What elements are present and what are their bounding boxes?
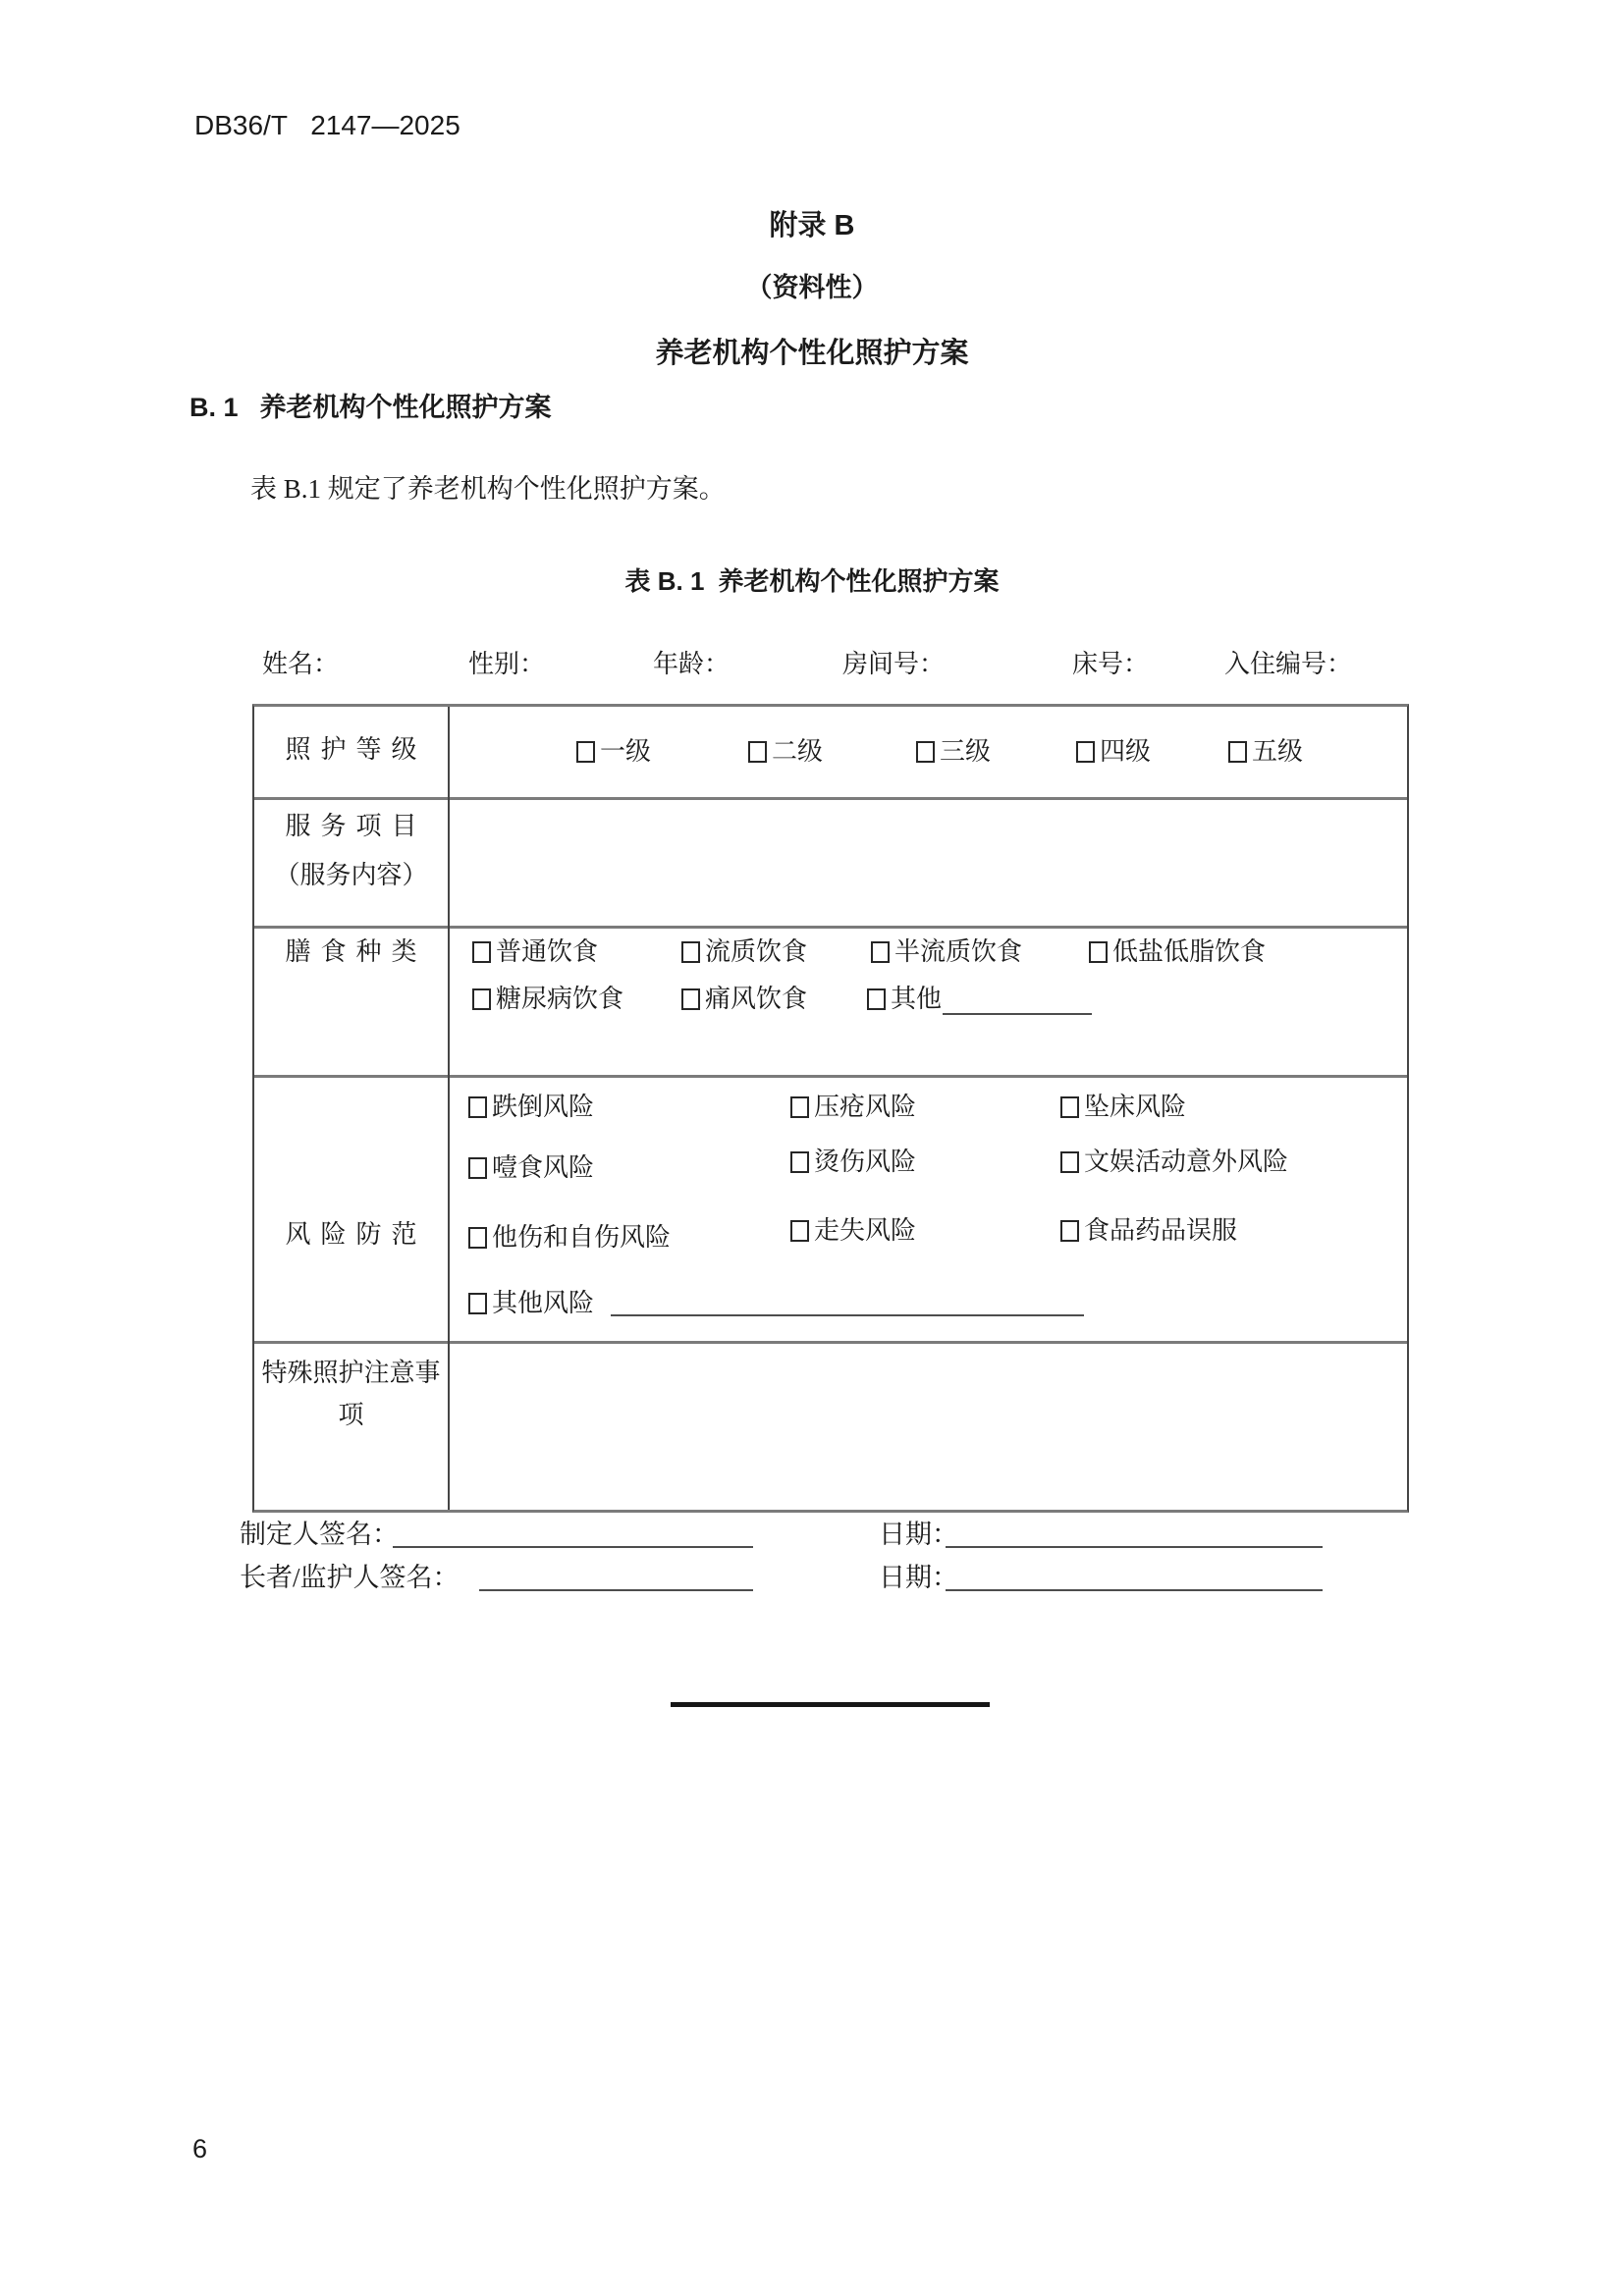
field-room-label: 房间号： [842, 650, 946, 678]
checkbox-icon[interactable] [748, 741, 767, 763]
risk-row-label: 风险防范 [285, 1220, 427, 1249]
risk-option-fall[interactable] [468, 1091, 594, 1124]
checkbox-icon[interactable] [576, 741, 595, 763]
checkbox-icon[interactable] [867, 988, 886, 1010]
risk-option-choking-label: 噎食风险 [492, 1153, 595, 1182]
checkbox-icon[interactable] [1228, 741, 1247, 763]
care-level-option-5-label: 五级 [1252, 737, 1304, 766]
diet-other-blank-line[interactable] [943, 1013, 1092, 1015]
diet-row-label: 膳食种类 [285, 937, 427, 966]
date-line-2[interactable] [946, 1589, 1323, 1591]
risk-option-bed-fall[interactable] [1060, 1091, 1186, 1124]
table-caption-title: 养老机构个性化照护方案 [718, 566, 1000, 596]
section-number: B. 1 [189, 393, 239, 422]
service-row-sublabel: （服务内容） [274, 861, 428, 889]
appendix-kind: （资料性） [745, 273, 879, 302]
care-level-option-5[interactable] [1228, 735, 1303, 769]
service-content-area[interactable] [450, 800, 1407, 923]
risk-option-recreation-accident[interactable] [1060, 1146, 1288, 1179]
care-level-option-3-label: 三级 [940, 737, 992, 766]
risk-option-bed-fall-label: 坠床风险 [1084, 1093, 1187, 1121]
appendix-label: 附录 B [769, 210, 855, 241]
checkbox-icon[interactable] [1060, 1220, 1079, 1242]
risk-option-harm-self-others-label: 他伤和自伤风险 [492, 1223, 672, 1252]
checkbox-icon[interactable] [472, 988, 491, 1010]
risk-option-scald-label: 烫伤风险 [814, 1148, 917, 1176]
care-level-option-4[interactable] [1076, 735, 1151, 769]
checkbox-icon[interactable] [1089, 941, 1108, 963]
section-heading [189, 389, 552, 426]
maker-signature-label: 制定人签名： [240, 1520, 399, 1549]
risk-option-pressure-sore[interactable] [790, 1091, 916, 1124]
risk-option-choking[interactable] [468, 1151, 594, 1185]
diet-option-gout-label: 痛风饮食 [705, 985, 808, 1013]
section-title: 养老机构个性化照护方案 [259, 393, 552, 422]
date-label-2: 日期： [879, 1563, 958, 1592]
diet-option-diabetic[interactable] [472, 983, 623, 1016]
diet-option-normal-label: 普通饮食 [496, 937, 599, 966]
field-admit-id-label: 入住编号： [1224, 650, 1353, 678]
checkbox-icon[interactable] [1060, 1151, 1079, 1173]
diet-option-semi-liquid[interactable] [871, 935, 1022, 969]
risk-option-other[interactable] [468, 1287, 594, 1320]
checkbox-icon[interactable] [790, 1220, 809, 1242]
field-gender-label: 性别： [468, 650, 546, 678]
risk-option-harm-self-others[interactable] [468, 1221, 671, 1255]
care-level-row-label: 照护等级 [285, 735, 427, 764]
guardian-signature-label: 长者/监护人签名： [240, 1563, 460, 1592]
intro-paragraph: 表 B.1 规定了养老机构个性化照护方案。 [250, 474, 726, 504]
diet-option-liquid[interactable] [681, 935, 807, 969]
checkbox-icon[interactable] [681, 941, 700, 963]
care-plan-table [252, 704, 1409, 1513]
end-of-document-rule [671, 1702, 990, 1707]
diet-option-low-salt-fat[interactable] [1089, 935, 1266, 969]
checkbox-icon[interactable] [790, 1096, 809, 1118]
checkbox-icon[interactable] [681, 988, 700, 1010]
checkbox-icon[interactable] [468, 1096, 487, 1118]
special-notes-content-area[interactable] [450, 1344, 1407, 1507]
diet-option-semi-liquid-label: 半流质饮食 [894, 937, 1023, 966]
risk-option-wrong-food-drug[interactable] [1060, 1214, 1237, 1248]
special-notes-label: 特殊照护注意事项 [261, 1359, 441, 1429]
risk-option-fall-label: 跌倒风险 [492, 1093, 595, 1121]
diet-option-other[interactable] [867, 983, 942, 1016]
checkbox-icon[interactable] [468, 1157, 487, 1179]
diet-option-normal[interactable] [472, 935, 598, 969]
care-level-option-2[interactable] [748, 735, 823, 769]
risk-option-wandering-label: 走失风险 [814, 1216, 917, 1245]
care-level-option-4-label: 四级 [1100, 737, 1152, 766]
date-line-1[interactable] [946, 1546, 1323, 1548]
risk-option-other-label: 其他风险 [492, 1289, 595, 1317]
diet-option-gout[interactable] [681, 983, 807, 1016]
checkbox-icon[interactable] [916, 741, 935, 763]
checkbox-icon[interactable] [468, 1227, 487, 1249]
field-name-label: 姓名： [262, 650, 340, 678]
date-label-1: 日期： [879, 1520, 958, 1549]
risk-option-scald[interactable] [790, 1146, 916, 1179]
field-age-label: 年龄： [653, 650, 731, 678]
care-level-option-3[interactable] [916, 735, 991, 769]
row-divider-3 [254, 1075, 1407, 1078]
care-level-option-1[interactable] [576, 735, 651, 769]
guardian-signature-line[interactable] [479, 1589, 753, 1591]
table-caption-number: 表 B. 1 [624, 566, 705, 596]
risk-other-blank-line[interactable] [611, 1314, 1084, 1316]
checkbox-icon[interactable] [871, 941, 890, 963]
row-divider-2 [254, 926, 1407, 929]
service-row-label: 服务项目 [285, 812, 427, 840]
diet-option-liquid-label: 流质饮食 [705, 937, 808, 966]
risk-option-pressure-sore-label: 压疮风险 [814, 1093, 917, 1121]
doc-code-header: DB36/T 2147—2025 [194, 110, 460, 140]
field-bed-label: 床号： [1072, 650, 1150, 678]
table-caption [0, 563, 1624, 599]
page-number: 6 [192, 2134, 208, 2163]
care-level-option-2-label: 二级 [772, 737, 824, 766]
checkbox-icon[interactable] [1060, 1096, 1079, 1118]
risk-option-recreation-accident-label: 文娱活动意外风险 [1084, 1148, 1289, 1176]
risk-option-wandering[interactable] [790, 1214, 916, 1248]
diet-option-diabetic-label: 糖尿病饮食 [496, 985, 624, 1013]
checkbox-icon[interactable] [468, 1293, 487, 1314]
appendix-title: 养老机构个性化照护方案 [655, 338, 969, 369]
care-level-option-1-label: 一级 [600, 737, 652, 766]
risk-option-wrong-food-drug-label: 食品药品误服 [1084, 1216, 1238, 1245]
diet-option-low-salt-fat-label: 低盐低脂饮食 [1112, 937, 1267, 966]
checkbox-icon[interactable] [790, 1151, 809, 1173]
checkbox-icon[interactable] [1076, 741, 1095, 763]
checkbox-icon[interactable] [472, 941, 491, 963]
diet-option-other-label: 其他 [891, 985, 943, 1013]
maker-signature-line[interactable] [393, 1546, 753, 1548]
